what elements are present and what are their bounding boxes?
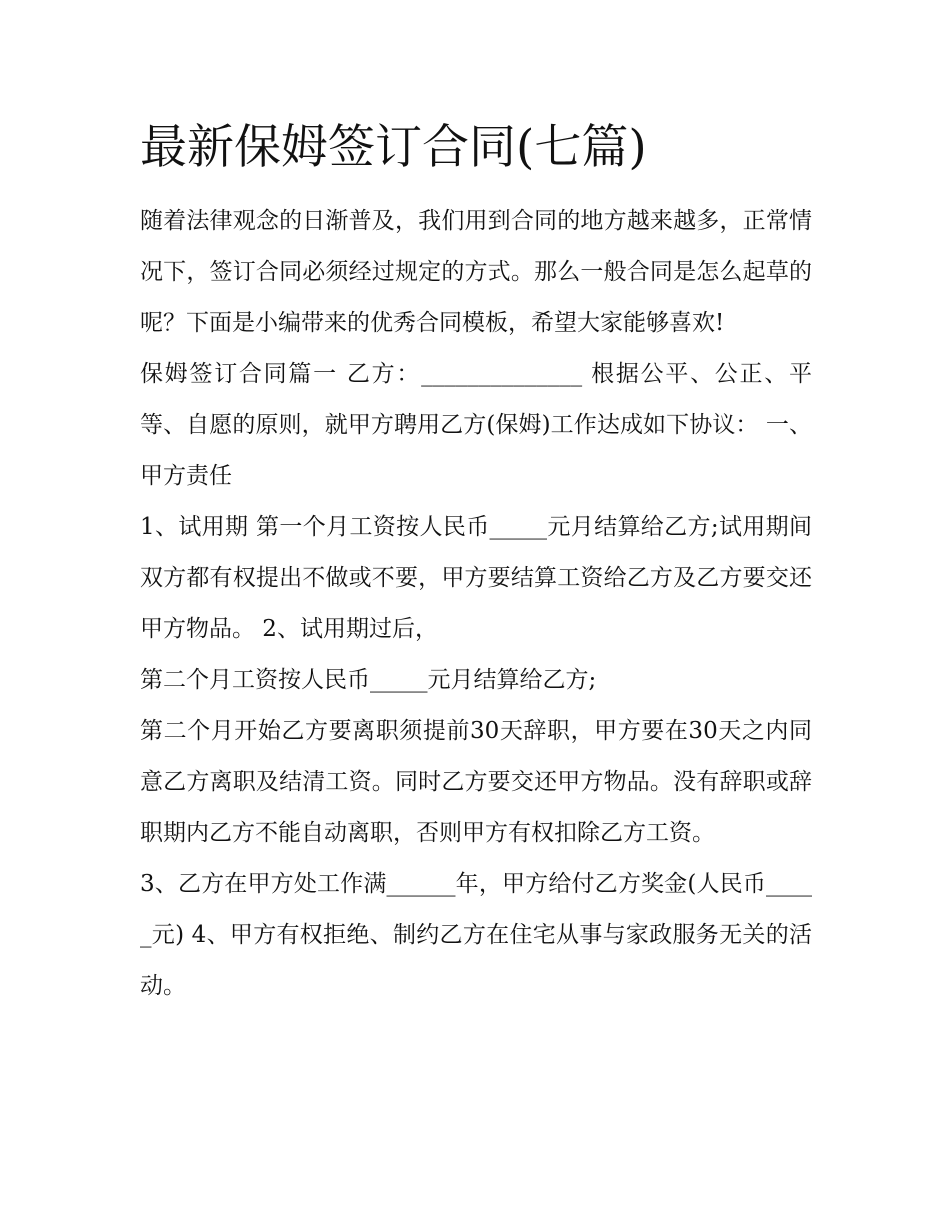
paragraph-contract-one-opening: 保姆签订合同篇一 乙方：______________ 根据公平、公正、平等、自愿的原则，就甲方聘用乙方(保姆)工作达成如下协议： 一、甲方责任	[140, 361, 812, 489]
paragraph-intro: 随着法律观念的日渐普及，我们用到合同的地方越来越多，正常情况下，签订合同必须经过规定的方式。那么一般合同是怎么起草的呢？下面是小编带来的优秀合同模板，希望大家能够喜欢!	[140, 208, 812, 336]
document-title: 最新保姆签订合同(七篇)	[140, 120, 647, 175]
document-page	[140, 118, 812, 1012]
paragraph-probation: 1、试用期 第一个月工资按人民币_____元月结算给乙方;试用期间双方都有权提出不做或不要，甲方要结算工资给乙方及乙方要交还甲方物品。 2、试用期过后，	[140, 514, 812, 642]
paragraph-resignation: 第二个月开始乙方要离职须提前30天辞职，甲方要在30天之内同意乙方离职及结清工资。同时乙方要交还甲方物品。没有辞职或辞职期内乙方不能自动离职，否则甲方有权扣除乙方工资。	[140, 718, 812, 846]
paragraph-bonus-and-restrictions: 3、乙方在甲方处工作满______年，甲方给付乙方奖金(人民币_____元) 4、甲方有权拒绝、制约乙方在住宅从事与家政服务无关的活动。	[140, 871, 812, 999]
paragraph-second-month-wage: 第二个月工资按人民币_____元月结算给乙方;	[140, 667, 597, 693]
